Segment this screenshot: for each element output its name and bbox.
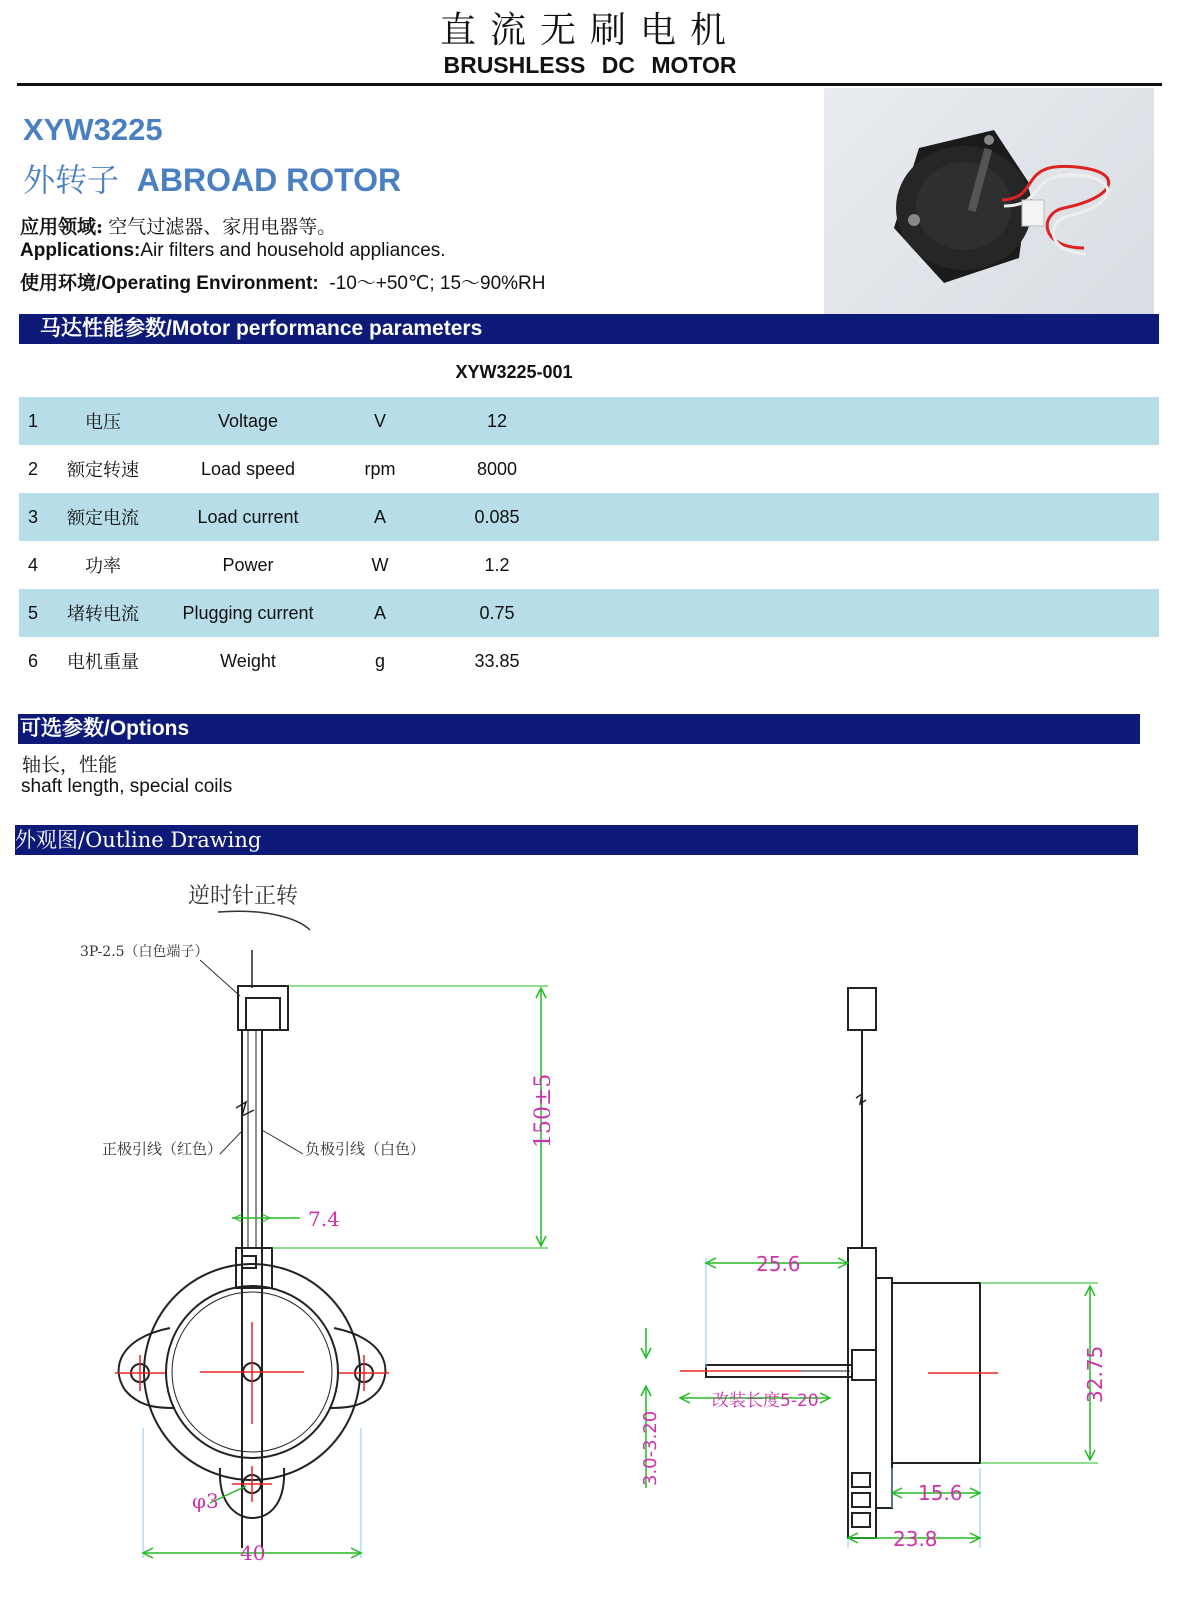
hole-diameter-dimension: φ3 [192,1489,219,1513]
shaft-offset-dimension: 25.6 [756,1252,801,1276]
parameter-name-cn: 电机重量 [67,652,139,673]
row-spacer [571,445,1159,493]
parameter-unit: g [374,650,385,671]
parameter-name-en: Plugging current [159,589,337,637]
parameter-name-cn: 堵转电流 [47,589,159,637]
parameter-name-cn: 电压 [47,397,159,445]
applications-cn-label: 应用领域: [20,216,104,238]
operating-environment [20,268,546,295]
front-view-centerlines [115,1322,389,1502]
row-number: 6 [27,650,38,671]
motor-photo-illustration [824,88,1154,318]
positive-lead-label: 正极引线（红色） [102,1140,223,1158]
row-spacer [571,541,1159,589]
front-view [119,950,386,1548]
table-row [19,541,1159,589]
rotor-type-en: ABROAD ROTOR [136,162,402,198]
title-en: BRUSHLESS DC MOTOR [443,52,737,78]
parameter-name-cn: 额定转速 [67,460,139,481]
total-length-dimension: 23.8 [893,1527,938,1551]
applications-cn-value: 空气过滤器、家用电器等。 [108,216,337,238]
table-row [19,493,1159,541]
overall-width-dimension: 40 [240,1541,266,1565]
row-spacer [571,397,1159,445]
parameter-name-cn: 额定电流 [47,493,159,541]
parameter-unit: A [337,589,423,637]
front-view-dimensions [143,986,548,1558]
lead-length-dimension: 150±5 [531,1073,556,1148]
environment-label: 使用环境/Operating Environment: [20,273,319,294]
header-divider [17,83,1162,86]
environment-value: -10～+50℃; 15～90%RH [329,273,546,294]
row-number: 1 [19,397,47,445]
parameter-name-en: Voltage [159,397,337,445]
performance-section-header: 马达性能参数/Motor performance parameters [19,314,1159,344]
performance-table [19,397,1159,685]
applications-cn [20,212,336,239]
title-cn: 直流无刷电机 [439,10,740,51]
applications-en-value: Air filters and household appliances. [140,240,446,261]
parameter-unit: A [337,493,423,541]
row-number: 5 [19,589,47,637]
row-number: 2 [27,458,38,479]
parameter-name-en: Power [222,554,274,575]
parameter-unit: V [337,397,423,445]
row-spacer [571,637,1159,685]
parameter-value: 33.85 [474,650,520,671]
connector-label: 3P-2.5（白色端子） [80,944,209,960]
options-cn: 轴长，性能 [22,754,118,776]
parameter-value: 8000 [476,458,518,479]
outline-section-header: 外观图/Outline Drawing [15,825,1138,855]
parameter-name-en: Weight [220,650,276,671]
parameter-value: 12 [423,397,571,445]
negative-lead-label: 负极引线（白色） [305,1140,426,1158]
parameter-unit: W [371,554,389,575]
rotation-label: 逆时针正转 [188,884,299,909]
options-section-header: 可选参数/Options [18,714,1140,744]
shaft-length-dimension: 改装长度5-20 [712,1391,819,1411]
shaft-diameter-dimension: 3.0-3.20 [640,1410,661,1486]
body-length-dimension: 15.6 [918,1481,963,1505]
parameter-unit: rpm [364,458,396,479]
model-column-header: XYW3225-001 [455,362,573,382]
tab-width-dimension: 7.4 [308,1207,340,1231]
table-row [19,637,1159,685]
applications-en [20,240,446,262]
row-spacer [571,589,1159,637]
parameter-value: 0.75 [423,589,571,637]
outline-drawing [0,868,1180,1597]
table-row [19,397,1159,445]
table-row [19,589,1159,637]
model-number: XYW3225 [23,112,163,147]
row-number: 3 [19,493,47,541]
row-number: 4 [27,554,38,575]
body-height-dimension: 32.75 [1083,1345,1107,1403]
parameter-value: 1.2 [484,554,510,575]
parameter-name-en: Load speed [200,458,296,479]
rotor-type [23,155,401,201]
parameter-name-cn: 功率 [85,556,121,577]
row-spacer [571,493,1159,541]
rotor-type-cn: 外转子 [23,161,120,199]
parameter-value: 0.085 [423,493,571,541]
options-en: shaft length, special coils [21,776,233,797]
table-row [19,445,1159,493]
applications-en-label: Applications: [20,240,141,261]
parameter-name-en: Load current [159,493,337,541]
side-view-labels [640,1252,1107,1551]
product-photo [824,88,1154,318]
